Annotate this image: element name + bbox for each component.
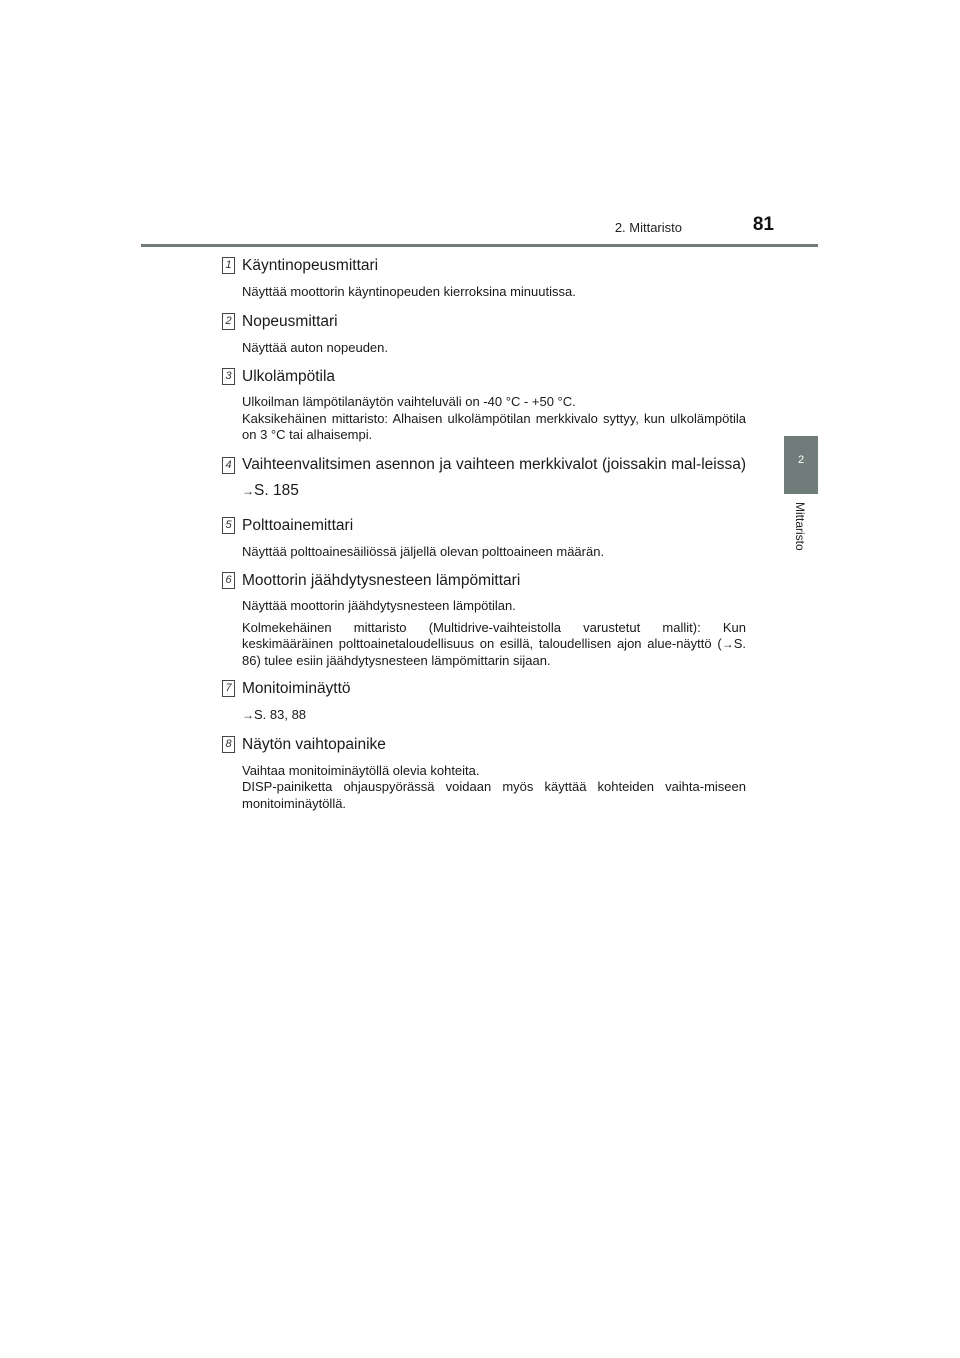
item-text: Näyttää moottorin käyntinopeuden kierroksina minuutissa. (242, 284, 576, 299)
item-heading: Monitoiminäyttö (242, 680, 351, 697)
page-number: 81 (752, 214, 774, 235)
item-text: DISP-painiketta ohjauspyörässä voidaan myös käyttää kohteiden vaihta-miseen monitoiminäytöllä. (242, 779, 746, 811)
arrow-icon: → (242, 483, 254, 498)
list-item (222, 514, 746, 561)
list-item (222, 677, 746, 724)
item-heading: Näytön vaihtopainike (242, 735, 386, 753)
item-heading: Vaihteenvalitsimen asennon ja vaihteen merkkivalot (joissakin mal-leissa) (242, 455, 746, 473)
item-number-badge: 7 (222, 680, 235, 697)
chapter-label-text: Mittaristo (793, 502, 807, 551)
list-item (222, 452, 746, 504)
item-number-badge: 4 (222, 457, 235, 474)
page-reference: S. 83, 88 (254, 707, 307, 722)
item-text: Vaihtaa monitoiminäytöllä olevia kohteita. (242, 762, 480, 778)
chapter-label (784, 500, 818, 564)
page-reference: S. 185 (254, 481, 299, 499)
list-item (222, 569, 746, 669)
chapter-number: 2 (797, 454, 805, 466)
item-text: Kaksikehäinen mittaristo: Alhaisen ulkolämpötilan merkkivalo syttyy, kun ulkolämpötila on 3 °C tai alhaisempi. (242, 410, 746, 442)
item-text (242, 707, 746, 724)
arrow-icon: → (242, 708, 254, 722)
item-number-badge: 6 (222, 572, 235, 589)
item-heading: Polttoainemittari (242, 516, 354, 534)
item-number-badge: 1 (222, 257, 235, 274)
item-text: Kolmekehäinen mittaristo (Multidrive-vaihteistolla varustetut mallit): Kun keskimääräinen polttoainetaloudellisuus on esillä, taloudellisen ajon alue-näyttö (→S. 86) tulee esiin jäähdytysnesteen lämpömittarin sijaan. (242, 619, 746, 668)
item-number-badge: 8 (222, 736, 235, 753)
item-list (222, 254, 746, 812)
list-item (222, 365, 746, 444)
list-item (222, 733, 746, 813)
page-reference: S. 86 (242, 636, 746, 668)
item-heading: Ulkolämpötila (242, 368, 336, 385)
item-heading: Nopeusmittari (242, 312, 338, 330)
list-item (222, 254, 746, 301)
item-text: Ulkoilman lämpötilanäytön vaihteluväli on -40 °C - +50 °C. (242, 394, 576, 409)
item-text: Näyttää moottorin jäähdytysnesteen lämpötilan. (242, 598, 516, 613)
item-number-badge: 5 (222, 517, 235, 534)
item-number-badge: 3 (222, 368, 235, 385)
item-number-badge: 2 (222, 313, 235, 330)
arrow-icon: → (721, 637, 734, 651)
item-text: Näyttää auton nopeuden. (242, 339, 389, 355)
header-divider (141, 244, 818, 247)
item-text: Näyttää polttoainesäiliössä jäljellä olevan polttoaineen määrän. (242, 543, 605, 559)
section-title: 2. Mittaristo (614, 220, 682, 235)
chapter-tab (784, 436, 818, 494)
item-heading: Käyntinopeusmittari (242, 257, 379, 274)
list-item (222, 310, 746, 357)
item-heading: Moottorin jäähdytysnesteen lämpömittari (242, 572, 521, 589)
